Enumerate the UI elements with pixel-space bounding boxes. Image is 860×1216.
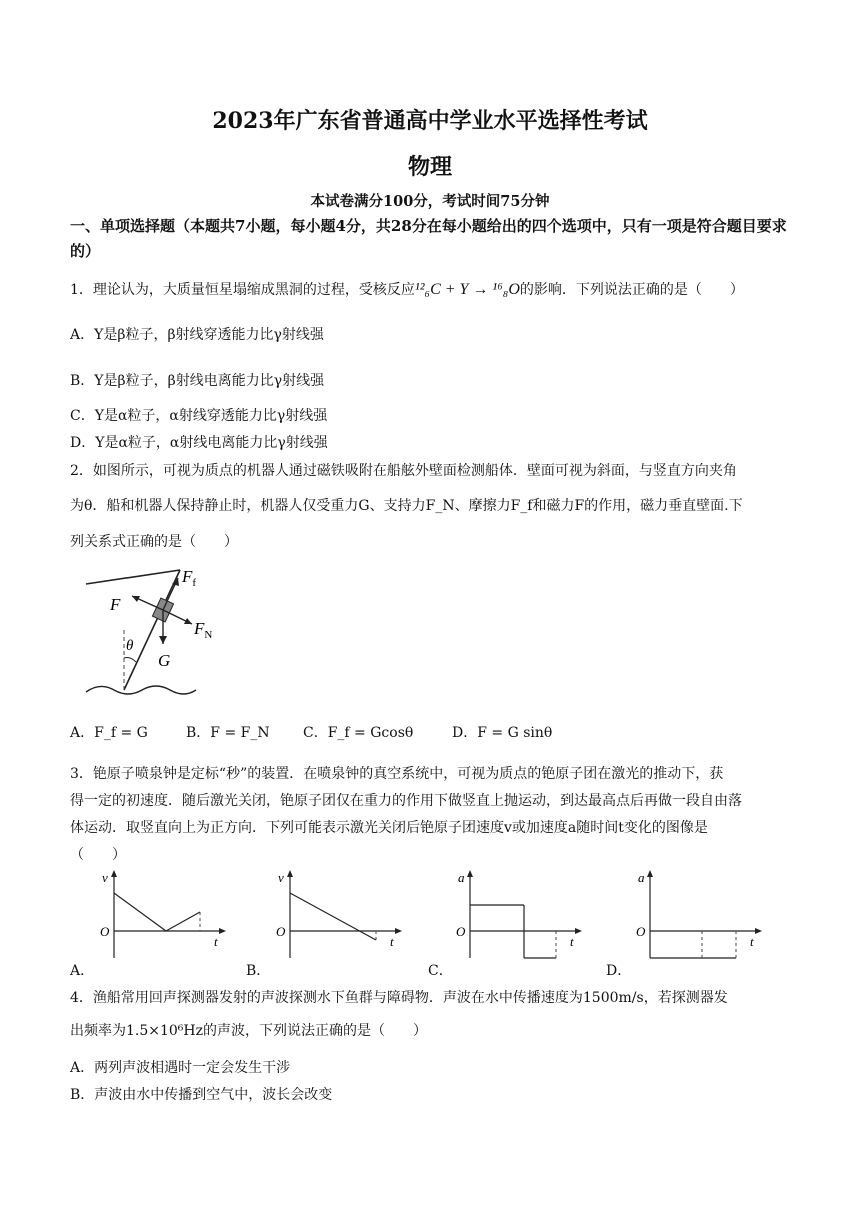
exam-subtitle: 本试卷满分100分，考试时间75分钟	[310, 193, 550, 210]
q1-option-c: C．Y是α粒子，α射线穿透能力比γ射线强	[70, 408, 328, 424]
question-2-line-1: 2．如图所示，可视为质点的机器人通过磁铁吸附在船舷外壁面检测船体．壁面可视为斜面，与竖直方向夹角	[70, 463, 737, 479]
q4-option-a: A．两列声波相遇时一定会发生干涉	[70, 1060, 291, 1076]
graph-b	[272, 868, 412, 960]
label-f: F	[110, 595, 121, 614]
question-3-line-2: 得一定的初速度．随后激光关闭，铯原子团仅在重力的作用下做竖直上抛运动，到达最高点后再做一段自由落	[70, 793, 742, 809]
question-3-line-4: （ ）	[70, 847, 126, 863]
svg-text:v: v	[102, 870, 108, 885]
graph-a	[96, 868, 236, 960]
svg-text:t: t	[390, 934, 394, 949]
q2-option-a: A．F_f = G	[70, 725, 148, 741]
svg-text:a: a	[638, 870, 645, 885]
q1-option-d: D．Y是α粒子，α射线电离能力比γ射线强	[70, 435, 328, 451]
graph-d	[632, 868, 772, 960]
question-4-line-2: 出频率为1.5×10⁶Hz的声波，下列说法正确的是（ ）	[70, 1023, 428, 1039]
question-2-line-2: 为θ．船和机器人保持静止时，机器人仅受重力G、支持力F_N、摩擦力F_f和磁力F的作用，磁力垂直壁面.下	[70, 498, 743, 514]
q2-option-b: B．F = F_N	[186, 725, 270, 741]
label-g: G	[158, 651, 171, 670]
graph-c	[452, 868, 592, 960]
q4-option-b: B．声波由水中传播到空气中，波长会改变	[70, 1087, 333, 1103]
robot-force-diagram	[80, 562, 230, 707]
svg-text:t: t	[570, 934, 574, 949]
exam-subject: 物理	[407, 154, 452, 180]
svg-text:O: O	[636, 924, 646, 939]
svg-text:a: a	[458, 870, 465, 885]
graph-b-label: B．	[246, 963, 271, 979]
label-ff: $F_f$	[182, 567, 197, 589]
question-3-line-1: 3．铯原子喷泉钟是定标“秒”的装置．在喷泉钟的真空系统中，可视为质点的铯原子团在激光的推动下，获	[70, 766, 724, 782]
exam-title: 2023年广东省普通高中学业水平选择性考试	[212, 108, 648, 134]
q2-option-d: D．F = G sinθ	[452, 725, 553, 741]
q1-option-a: A．Y是β粒子，β射线穿透能力比γ射线强	[70, 327, 324, 343]
svg-text:t: t	[214, 934, 218, 949]
svg-text:O: O	[100, 924, 110, 939]
question-2-line-3: 列关系式正确的是（ ）	[70, 534, 238, 550]
graph-a-label: A．	[70, 963, 95, 979]
question-1-stem: 1．理论认为，大质量恒星塌缩成黑洞的过程，受核反应¹²₆C + Y → ¹⁶₈O的影响．下列说法正确的是（ ）	[70, 281, 744, 298]
q2-option-c: C．F_f = Gcosθ	[303, 725, 414, 741]
q1-option-b: B．Y是β粒子，β射线电离能力比γ射线强	[70, 373, 325, 389]
svg-text:v: v	[278, 870, 284, 885]
question-4-line-1: 4．渔船常用回声探测器发射的声波探测水下鱼群与障碍物．声波在水中传播速度为1500m/s，若探测器发	[70, 990, 728, 1006]
nuclear-equation: ¹²₆C + Y → ¹⁶₈O	[414, 281, 520, 298]
graph-d-label: D．	[606, 963, 632, 979]
svg-text:O: O	[276, 924, 286, 939]
question-3-line-3: 体运动．取竖直向上为正方向．下列可能表示激光关闭后铯原子团速度v或加速度a随时间t变化的图像是	[70, 820, 708, 836]
svg-text:O: O	[456, 924, 466, 939]
section-heading: 一、单项选择题（本题共7小题，每小题4分，共28分在每小题给出的四个选项中，只有一项是符合题目要求的）	[70, 217, 787, 260]
label-theta: θ	[126, 638, 134, 654]
svg-text:t: t	[750, 934, 754, 949]
label-fn: $F_N$	[194, 619, 213, 641]
graph-c-label: C．	[428, 963, 453, 979]
